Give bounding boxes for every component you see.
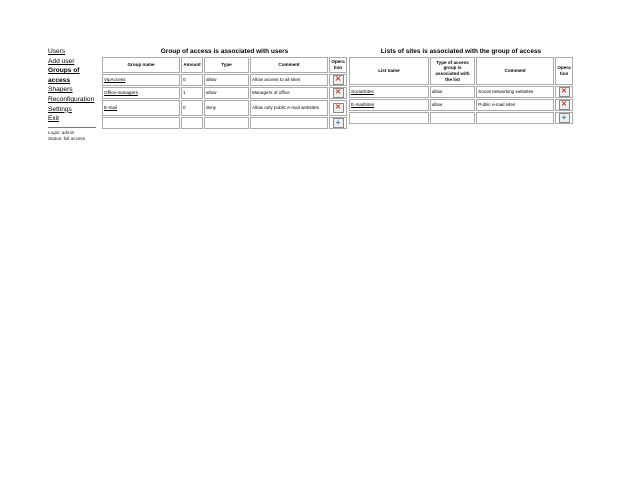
nav-divider (48, 127, 96, 128)
group-type: deny (204, 100, 249, 116)
delete-x-icon[interactable]: ✕ (333, 88, 344, 98)
group-amount: 1 (181, 87, 203, 99)
add-plus-icon[interactable]: + (559, 113, 570, 123)
nav-settings[interactable]: Settings (48, 105, 72, 113)
lists-header-row (349, 57, 573, 85)
nav-reconfiguration[interactable]: Reconfiguration (48, 95, 95, 103)
col-group-name: Group name (102, 57, 180, 73)
delete-x-icon[interactable]: ✕ (333, 103, 344, 113)
new-group-amount-cell (181, 117, 203, 129)
group-link-vipaccess[interactable]: VipAccess (104, 77, 126, 83)
new-group-comment-cell[interactable] (250, 117, 328, 129)
group-comment: Managers of office (250, 87, 328, 99)
group-link-office-managers[interactable]: Office-managers (104, 90, 138, 96)
new-list-comment-cell[interactable] (476, 112, 554, 124)
list-comment: Social networking websites (476, 86, 554, 98)
col-list-operation: Operation (555, 57, 573, 85)
list-type: allow (430, 99, 475, 111)
new-group-name-cell[interactable] (102, 117, 180, 129)
table-row (102, 74, 347, 86)
lists-table (348, 56, 574, 125)
login-info: Login: admin (48, 129, 75, 135)
col-amount: Amount (181, 57, 203, 73)
list-link-e-mailsites[interactable]: E-mailSites (351, 102, 375, 108)
table-row (349, 99, 573, 111)
col-type: Type (204, 57, 249, 73)
group-comment: Allow only public e-mail websites (250, 100, 328, 116)
lists-panel (348, 47, 574, 125)
groups-panel (101, 47, 348, 130)
table-row (102, 87, 347, 99)
delete-x-icon[interactable]: ✕ (559, 87, 570, 97)
nav-shapers[interactable]: Shapers (48, 86, 73, 94)
list-type: allow (430, 86, 475, 98)
new-list-name-cell[interactable] (349, 112, 429, 124)
groups-header-row (102, 57, 347, 73)
status-info: Status: full access (48, 135, 86, 141)
list-link-socialsites[interactable]: SocialSites (351, 89, 374, 95)
new-list-row (349, 112, 573, 124)
groups-panel-title: Group of access is associated with users (160, 48, 289, 55)
col-list-comment: Comment (476, 57, 554, 85)
group-type: allow (204, 87, 249, 99)
col-comment: Comment (250, 57, 328, 73)
delete-x-icon[interactable]: ✕ (559, 100, 570, 110)
table-row (349, 86, 573, 98)
new-group-type-cell[interactable] (204, 117, 249, 129)
group-amount: 0 (181, 74, 203, 86)
nav-exit[interactable]: Exit (48, 115, 59, 123)
list-comment: Public e-mail sites (476, 99, 554, 111)
group-amount: 0 (181, 100, 203, 116)
nav-add-user[interactable]: Add user (48, 57, 75, 65)
sidebar-nav (48, 47, 100, 142)
col-operation: Operation (329, 57, 347, 73)
new-group-row (102, 117, 347, 129)
group-type: allow (204, 74, 249, 86)
table-row (102, 100, 347, 116)
delete-x-icon[interactable]: ✕ (333, 75, 344, 85)
new-list-type-cell[interactable] (430, 112, 475, 124)
groups-table (101, 56, 348, 130)
group-comment: Allow access to all sites (250, 74, 328, 86)
nav-groups-of-access[interactable]: Groups of access (48, 67, 80, 84)
col-list-name: List name (349, 57, 429, 85)
lists-panel-title: Lists of sites is associated with the group of access (380, 48, 542, 55)
group-link-e-mail[interactable]: E-mail (104, 105, 118, 111)
col-access-type: Type of access group is associated with the list (430, 57, 475, 85)
nav-users[interactable]: Users (48, 48, 66, 55)
add-plus-icon[interactable]: + (333, 118, 344, 128)
